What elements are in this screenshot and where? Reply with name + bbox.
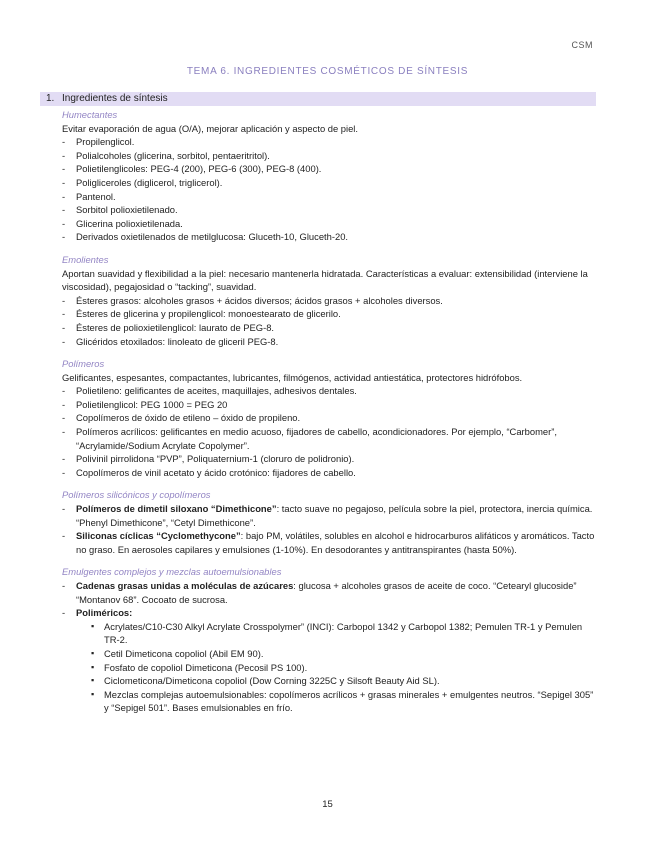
sublist-item: ▪ Mezclas complejas autoemulsionables: copolímeros acrílicos + grasas minerales + emulgentes neutros. “Sepigel 305” y “Sepigel 501”. Bases emulsionables en frío. (90, 688, 597, 715)
list-item: - Polímeros acrílicos: gelificantes en medio acuoso, fijadores de cabello, acondicionadores. Por ejemplo, “Carbomer”, “Acrylamide/Sodium Acrylate Copolymer”. (62, 425, 597, 452)
list-item: - Glicéridos etoxilados: linoleato de gliceril PEG-8. (62, 335, 597, 349)
list-item: - Pantenol. (62, 190, 597, 204)
list-item-text: : bajo PM, volátiles, solubles en alcohol e hidrocarburos alifáticos y aromáticos. Tacto no graso. En aerosoles capilares y emulsiones (1-10%). En desodorantes y antitranspirantes (hasta 50%). (76, 530, 595, 555)
list-emolientes (62, 294, 597, 348)
list-item (62, 529, 597, 556)
page-number: 15 (322, 799, 333, 810)
list-item-text: : glucosa + alcoholes grasos de aceite de coco. “Cetearyl glucoside” “Montanov 68”. Cocoato de sucrosa. (76, 580, 577, 605)
paragraph-emolientes: Aportan suavidad y flexibilidad a la piel: necesario mantenerla hidratada. Características a evaluar: extensibilidad (interviene la viscosidad), pegajosidad o “tacking”, suavidad. (62, 267, 588, 293)
sublist-item: ▪ Fosfato de copoliol Dimeticona (Pecosil PS 100). (90, 661, 597, 675)
list-item-bold: Polímeros de dimetil siloxano “Dimethicone” (76, 503, 277, 515)
list-item: - Copolímeros de óxido de etileno – óxido de propileno. (62, 411, 597, 425)
list-item: - Polialcoholes (glicerina, sorbitol, pentaeritritol). (62, 149, 597, 163)
list-item: - Derivados oxietilenados de metilglucosa: Gluceth-10, Gluceth-20. (62, 230, 597, 244)
subheading-siliconicos: Polímeros silicónicos y copolímeros (62, 489, 211, 501)
list-item (62, 579, 597, 606)
list-item: - Polietilenglicol: PEG 1000 = PEG 20 (62, 398, 597, 412)
list-item: - Ésteres de polioxietilenglicol: laurato de PEG-8. (62, 321, 597, 335)
list-item-text: : tacto suave no pegajoso, película sobre la piel, protectora, inercia química. “Phenyl Dimethicone”, “Cetyl Dimethicone”. (76, 503, 593, 528)
list-item: - Propilenglicol. (62, 135, 597, 149)
subheading-emulgentes: Emulgentes complejos y mezclas autoemulsionables (62, 566, 282, 578)
list-item: - Polietileno: gelificantes de aceites, maquillajes, adhesivos dentales. (62, 384, 597, 398)
header-initials: CSM (571, 40, 593, 50)
paragraph-humectantes: Evitar evaporación de agua (O/A), mejorar aplicación y aspecto de piel. (62, 122, 358, 134)
sublist-polimericos (90, 620, 597, 715)
list-item-bold: Siliconas cíclicas “Cyclomethycone” (76, 530, 241, 542)
section-number: 1. (46, 93, 55, 104)
list-item: - Ésteres de glicerina y propilenglicol: monoestearato de glicerilo. (62, 307, 597, 321)
list-humectantes (62, 135, 597, 244)
list-item: - Poligliceroles (diglicerol, triglicerol). (62, 176, 597, 190)
section-label: Ingredientes de síntesis (62, 93, 168, 104)
page-title: TEMA 6. INGREDIENTES COSMÉTICOS DE SÍNTESIS (186, 66, 469, 77)
list-item (62, 606, 597, 715)
list-item: - Glicerina polioxietilenada. (62, 217, 597, 231)
list-item (62, 502, 597, 529)
list-item: - Ésteres grasos: alcoholes grasos + ácidos diversos; ácidos grasos + alcoholes diversos. (62, 294, 597, 308)
list-item-bold: Cadenas grasas unidas a moléculas de azúcares (76, 580, 294, 591)
subheading-humectantes: Humectantes (62, 109, 118, 120)
list-item: - Copolímeros de vinil acetato y ácido crotónico: fijadores de cabello. (62, 466, 597, 480)
paragraph-polimeros: Gelificantes, espesantes, compactantes, lubricantes, filmógenos, actividad antiestática, protectores hidrófobos. (62, 371, 523, 383)
list-polimeros (62, 384, 597, 479)
subheading-polimeros: Polímeros (62, 358, 105, 370)
sublist-item: ▪ Acrylates/C10-C30 Alkyl Acrylate Crosspolymer” (INCI): Carbopol 1342 y Carbopol 1382; Pemulen TR-1 y Pemulen TR-2. (90, 620, 597, 647)
content-body (62, 108, 597, 715)
sublist-item: ▪ Cetil Dimeticona copoliol (Abil EM 90). (90, 647, 597, 661)
sublist-item: ▪ Ciclometicona/Dimeticona copoliol (Dow Corning 3225C y Silsoft Beauty Aid SL). (90, 674, 597, 688)
list-emulgentes (62, 579, 597, 715)
list-item: - Sorbitol polioxietilenado. (62, 203, 597, 217)
section-heading-bar (40, 92, 596, 106)
list-item: - Polietilenglicoles: PEG-4 (200), PEG-6 (300), PEG-8 (400). (62, 162, 597, 176)
list-siliconicos (62, 502, 597, 556)
subheading-emolientes: Emolientes (62, 253, 109, 265)
list-item-bold: Poliméricos: (76, 607, 133, 619)
list-item: - Polivinil pirrolidona “PVP”, Poliquaternium-1 (cloruro de polidronio). (62, 452, 597, 466)
